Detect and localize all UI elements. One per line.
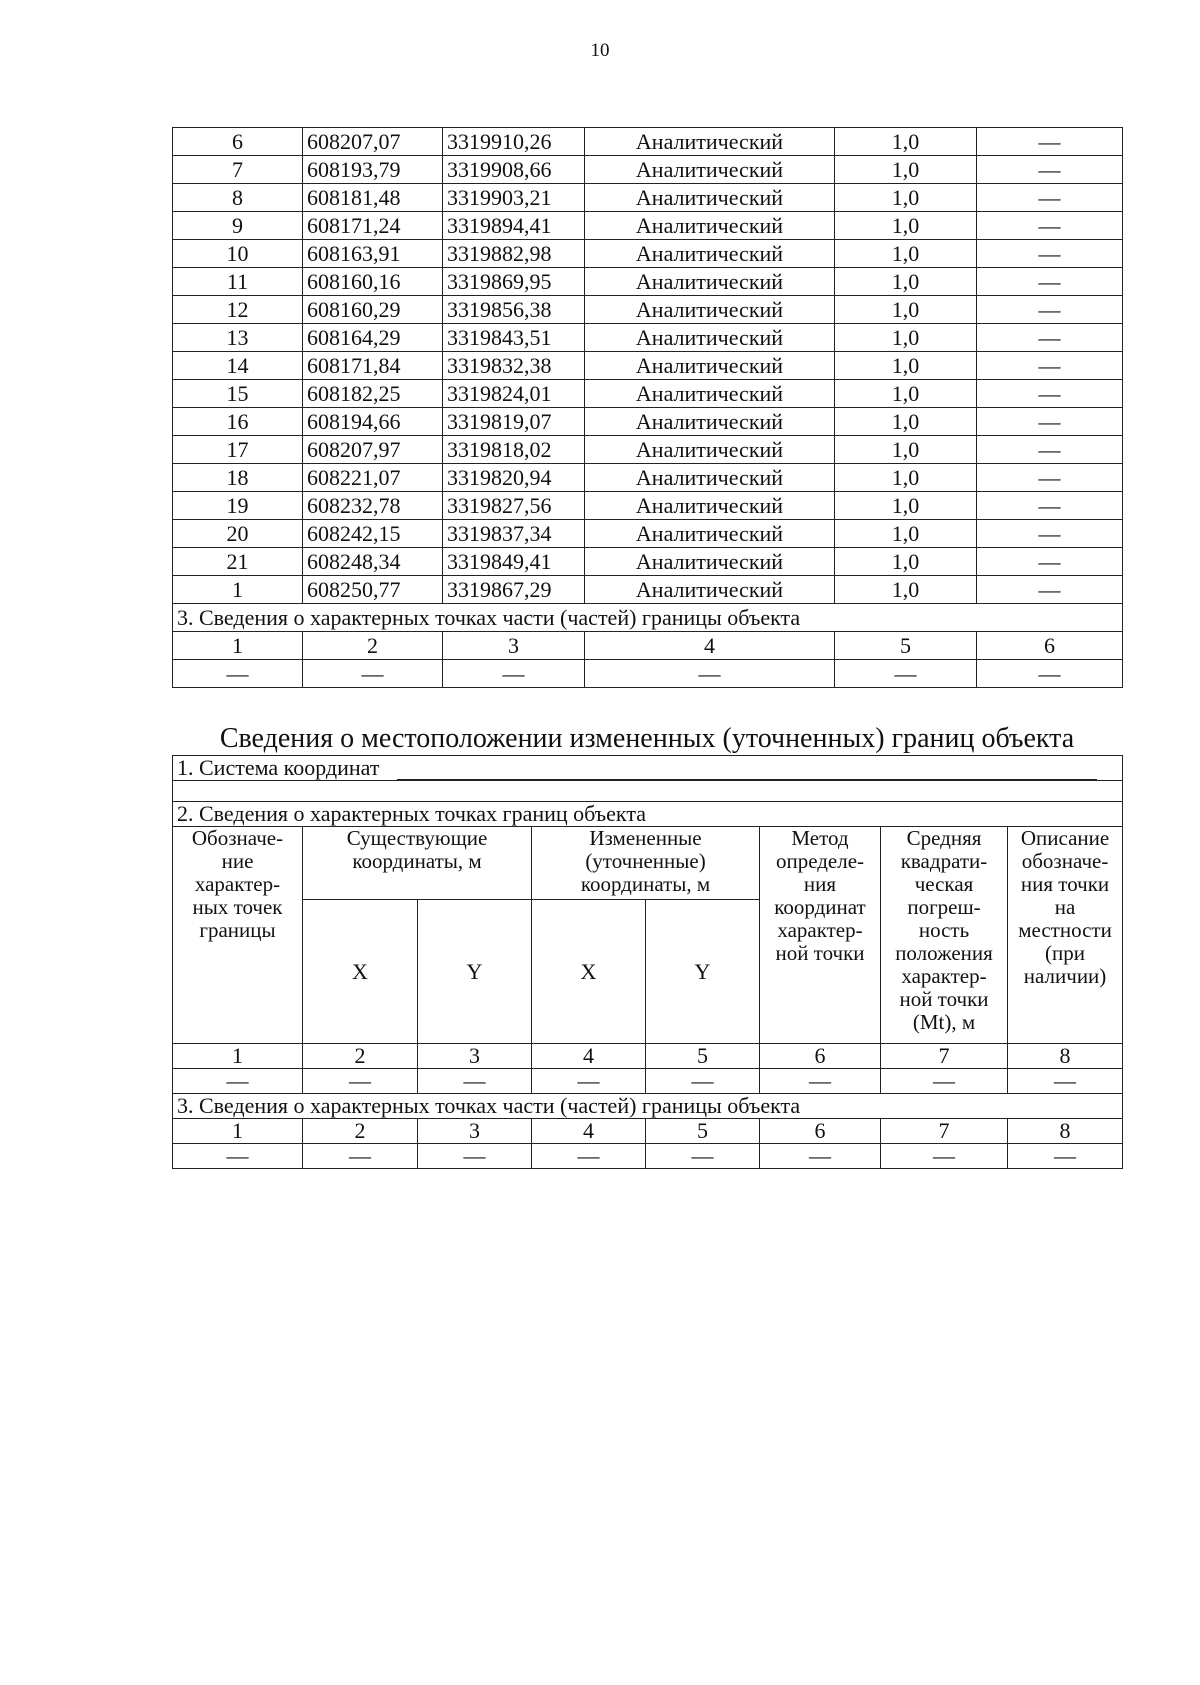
description-cell: —	[977, 492, 1123, 520]
dash-cell: —	[303, 1069, 418, 1094]
header-line: Средняя	[906, 826, 982, 850]
dash-cell: —	[881, 1144, 1008, 1169]
method-cell: Аналитический	[585, 548, 835, 576]
table-row	[173, 436, 1123, 464]
header-line: ность	[918, 918, 970, 942]
header-line: Описание	[1020, 826, 1110, 850]
changed-x-header: X	[532, 900, 646, 1044]
changed-y-header: Y	[646, 900, 760, 1044]
spacer-cell	[173, 781, 1123, 802]
dash-cell: —	[173, 1144, 303, 1169]
accuracy-cell: 1,0	[835, 324, 977, 352]
dash-cell: —	[418, 1069, 532, 1094]
coord-y-cell: 3319867,29	[443, 576, 585, 604]
coord-x-cell: 608207,97	[303, 436, 443, 464]
header-line: (Mt), м	[912, 1010, 976, 1034]
description-cell: —	[977, 128, 1123, 156]
table-row	[173, 548, 1123, 576]
coord-y-cell: 3319910,26	[443, 128, 585, 156]
existing-coords-header	[303, 827, 532, 900]
coord-x-cell: 608248,34	[303, 548, 443, 576]
point-number-cell: 16	[173, 408, 303, 436]
accuracy-cell: 1,0	[835, 576, 977, 604]
spacer-row	[173, 781, 1123, 802]
point-number-cell: 19	[173, 492, 303, 520]
points-title: 2. Сведения о характерных точках границ объекта	[173, 802, 1123, 827]
method-cell: Аналитический	[585, 184, 835, 212]
table-row	[173, 352, 1123, 380]
description-cell: —	[977, 296, 1123, 324]
header-line: ческая	[914, 872, 974, 896]
coord-x-cell: 608163,91	[303, 240, 443, 268]
section-3-title: 3. Сведения о характерных точках части (частей) границы объекта	[173, 604, 1123, 632]
header-line: ной точки	[899, 987, 989, 1011]
table-row	[173, 240, 1123, 268]
method-header	[760, 827, 881, 1044]
column-number: 8	[1008, 1044, 1123, 1069]
coord-system-cell	[173, 756, 1123, 781]
point-number-cell: 14	[173, 352, 303, 380]
column-number: 7	[881, 1044, 1008, 1069]
point-number-cell: 6	[173, 128, 303, 156]
description-cell: —	[977, 548, 1123, 576]
coord-x-cell: 608160,29	[303, 296, 443, 324]
header-line: Существующие	[346, 826, 488, 850]
coord-y-cell: 3319882,98	[443, 240, 585, 268]
table-row	[173, 464, 1123, 492]
parts-number-row	[173, 1119, 1123, 1144]
header-line: положения	[895, 941, 993, 965]
coord-x-cell: 608164,29	[303, 324, 443, 352]
dash-cell: —	[418, 1144, 532, 1169]
point-number-cell: 17	[173, 436, 303, 464]
header-line: ной точки	[775, 941, 865, 965]
changed-coords-header	[532, 827, 760, 900]
column-number: 5	[646, 1119, 760, 1144]
column-number: 2	[303, 632, 443, 660]
header-line: (уточненные)	[585, 849, 706, 873]
header-line: определе-	[775, 849, 865, 873]
coord-x-cell: 608194,66	[303, 408, 443, 436]
description-cell: —	[977, 184, 1123, 212]
point-number-cell: 10	[173, 240, 303, 268]
coord-y-cell: 3319869,95	[443, 268, 585, 296]
description-header	[1008, 827, 1123, 1044]
table-row	[173, 212, 1123, 240]
section-3-number-row	[173, 632, 1123, 660]
header-line: ние	[221, 849, 254, 873]
dash-row	[173, 1069, 1123, 1094]
method-cell: Аналитический	[585, 520, 835, 548]
changed-boundaries-table	[172, 755, 1123, 1169]
coord-y-cell: 3319837,34	[443, 520, 585, 548]
column-number: 4	[532, 1044, 646, 1069]
header-line: ния точки	[1020, 872, 1110, 896]
header-line: координаты, м	[580, 872, 711, 896]
table-row	[173, 408, 1123, 436]
description-cell: —	[977, 576, 1123, 604]
table-row	[173, 576, 1123, 604]
accuracy-cell: 1,0	[835, 352, 977, 380]
coord-system-label: 1. Система координат	[177, 755, 380, 780]
column-number: 7	[881, 1119, 1008, 1144]
method-cell: Аналитический	[585, 240, 835, 268]
coord-y-cell: 3319827,56	[443, 492, 585, 520]
header-line: ния	[803, 872, 837, 896]
coord-y-cell: 3319908,66	[443, 156, 585, 184]
header-line: ных точек	[192, 895, 283, 919]
method-cell: Аналитический	[585, 212, 835, 240]
header-line: квадрати-	[900, 849, 988, 873]
dash-cell: —	[173, 1069, 303, 1094]
accuracy-cell: 1,0	[835, 492, 977, 520]
parts-dash-row	[173, 1144, 1123, 1169]
header-line: (при	[1045, 941, 1086, 965]
accuracy-cell: 1,0	[835, 520, 977, 548]
accuracy-cell: 1,0	[835, 184, 977, 212]
method-cell: Аналитический	[585, 576, 835, 604]
accuracy-cell: 1,0	[835, 408, 977, 436]
boundary-points-table	[172, 127, 1123, 688]
header-line: Измененные	[589, 826, 702, 850]
column-number: 2	[303, 1044, 418, 1069]
coord-system-blank-line	[397, 761, 1097, 780]
coord-x-cell: 608232,78	[303, 492, 443, 520]
points-title-row	[173, 802, 1123, 827]
accuracy-cell: 1,0	[835, 380, 977, 408]
accuracy-cell: 1,0	[835, 548, 977, 576]
header-line: на	[1054, 895, 1076, 919]
coord-y-cell: 3319843,51	[443, 324, 585, 352]
coord-system-row	[173, 756, 1123, 781]
coord-y-cell: 3319849,41	[443, 548, 585, 576]
description-cell: —	[977, 156, 1123, 184]
section-3-dash-row	[173, 660, 1123, 688]
method-cell: Аналитический	[585, 128, 835, 156]
dash-cell: —	[303, 1144, 418, 1169]
coord-x-cell: 608181,48	[303, 184, 443, 212]
coord-x-cell: 608160,16	[303, 268, 443, 296]
column-number: 3	[418, 1044, 532, 1069]
dash-cell: —	[835, 660, 977, 688]
dash-cell: —	[173, 660, 303, 688]
method-cell: Аналитический	[585, 156, 835, 184]
column-number: 4	[532, 1119, 646, 1144]
table-row	[173, 128, 1123, 156]
point-number-cell: 9	[173, 212, 303, 240]
parts-title: 3. Сведения о характерных точках части (частей) границы объекта	[173, 1094, 1123, 1119]
dash-cell: —	[443, 660, 585, 688]
coord-y-cell: 3319832,38	[443, 352, 585, 380]
coord-y-cell: 3319820,94	[443, 464, 585, 492]
accuracy-cell: 1,0	[835, 296, 977, 324]
description-cell: —	[977, 408, 1123, 436]
header-line: характер-	[901, 964, 987, 988]
point-number-cell: 15	[173, 380, 303, 408]
boundary-points-body	[173, 128, 1123, 604]
coord-x-cell: 608221,07	[303, 464, 443, 492]
accuracy-cell: 1,0	[835, 268, 977, 296]
description-cell: —	[977, 380, 1123, 408]
point-number-cell: 8	[173, 184, 303, 212]
dash-cell: —	[303, 660, 443, 688]
dash-cell: —	[1008, 1069, 1123, 1094]
description-cell: —	[977, 352, 1123, 380]
method-cell: Аналитический	[585, 436, 835, 464]
dash-cell: —	[760, 1069, 881, 1094]
table-row	[173, 296, 1123, 324]
method-cell: Аналитический	[585, 296, 835, 324]
column-number: 8	[1008, 1119, 1123, 1144]
coord-y-cell: 3319856,38	[443, 296, 585, 324]
header-line: координаты, м	[352, 849, 482, 873]
column-number: 1	[173, 1119, 303, 1144]
header-row-1	[173, 827, 1123, 900]
header-line: наличии)	[1023, 964, 1107, 988]
method-cell: Аналитический	[585, 492, 835, 520]
method-cell: Аналитический	[585, 268, 835, 296]
table-row	[173, 156, 1123, 184]
designation-header	[173, 827, 303, 1044]
header-line: границы	[199, 918, 276, 942]
accuracy-cell: 1,0	[835, 212, 977, 240]
point-number-cell: 20	[173, 520, 303, 548]
dash-cell: —	[646, 1144, 760, 1169]
dash-cell: —	[585, 660, 835, 688]
dash-cell: —	[1008, 1144, 1123, 1169]
header-line: координат	[774, 895, 866, 919]
point-number-cell: 18	[173, 464, 303, 492]
changed-boundaries-heading: Сведения о местоположении измененных (уточненных) границ объекта	[219, 723, 1075, 754]
dash-cell: —	[977, 660, 1123, 688]
column-number: 6	[760, 1044, 881, 1069]
column-number: 5	[646, 1044, 760, 1069]
coord-x-cell: 608207,07	[303, 128, 443, 156]
section-3-title-row	[173, 604, 1123, 632]
header-line: характер-	[777, 918, 863, 942]
existing-y-header: Y	[418, 900, 532, 1044]
accuracy-cell: 1,0	[835, 240, 977, 268]
table-row	[173, 324, 1123, 352]
accuracy-cell: 1,0	[835, 464, 977, 492]
column-number: 1	[173, 1044, 303, 1069]
method-cell: Аналитический	[585, 408, 835, 436]
column-number: 1	[173, 632, 303, 660]
method-cell: Аналитический	[585, 380, 835, 408]
table-row	[173, 184, 1123, 212]
coord-x-cell: 608242,15	[303, 520, 443, 548]
page-number: 10	[590, 40, 610, 61]
point-number-cell: 12	[173, 296, 303, 324]
column-number-row	[173, 1044, 1123, 1069]
table-row	[173, 268, 1123, 296]
coord-y-cell: 3319824,01	[443, 380, 585, 408]
header-line: Обозначе-	[191, 826, 284, 850]
dash-cell: —	[646, 1069, 760, 1094]
coord-y-cell: 3319903,21	[443, 184, 585, 212]
point-number-cell: 7	[173, 156, 303, 184]
dash-cell: —	[760, 1144, 881, 1169]
coord-y-cell: 3319819,07	[443, 408, 585, 436]
description-cell: —	[977, 436, 1123, 464]
coord-x-cell: 608171,84	[303, 352, 443, 380]
header-line: местности	[1018, 918, 1112, 942]
parts-title-row	[173, 1094, 1123, 1119]
description-cell: —	[977, 240, 1123, 268]
column-number: 6	[760, 1119, 881, 1144]
coord-x-cell: 608182,25	[303, 380, 443, 408]
dash-cell: —	[532, 1069, 646, 1094]
table-row	[173, 380, 1123, 408]
point-number-cell: 13	[173, 324, 303, 352]
coord-x-cell: 608193,79	[303, 156, 443, 184]
dash-cell: —	[881, 1069, 1008, 1094]
column-number: 5	[835, 632, 977, 660]
accuracy-cell: 1,0	[835, 436, 977, 464]
coord-x-cell: 608250,77	[303, 576, 443, 604]
table-row	[173, 492, 1123, 520]
column-number: 2	[303, 1119, 418, 1144]
accuracy-cell: 1,0	[835, 128, 977, 156]
header-line: Метод	[791, 826, 849, 850]
header-line: обозначе-	[1021, 849, 1109, 873]
existing-x-header: X	[303, 900, 418, 1044]
description-cell: —	[977, 268, 1123, 296]
point-number-cell: 1	[173, 576, 303, 604]
coord-y-cell: 3319818,02	[443, 436, 585, 464]
point-number-cell: 21	[173, 548, 303, 576]
method-cell: Аналитический	[585, 324, 835, 352]
method-cell: Аналитический	[585, 464, 835, 492]
description-cell: —	[977, 324, 1123, 352]
coord-x-cell: 608171,24	[303, 212, 443, 240]
description-cell: —	[977, 520, 1123, 548]
column-number: 3	[418, 1119, 532, 1144]
column-number: 4	[585, 632, 835, 660]
column-number: 6	[977, 632, 1123, 660]
point-number-cell: 11	[173, 268, 303, 296]
table-row	[173, 520, 1123, 548]
description-cell: —	[977, 464, 1123, 492]
accuracy-cell: 1,0	[835, 156, 977, 184]
method-cell: Аналитический	[585, 352, 835, 380]
coord-y-cell: 3319894,41	[443, 212, 585, 240]
error-header	[881, 827, 1008, 1044]
dash-cell: —	[532, 1144, 646, 1169]
description-cell: —	[977, 212, 1123, 240]
header-line: погреш-	[907, 895, 981, 919]
column-number: 3	[443, 632, 585, 660]
header-line: характер-	[194, 872, 281, 896]
